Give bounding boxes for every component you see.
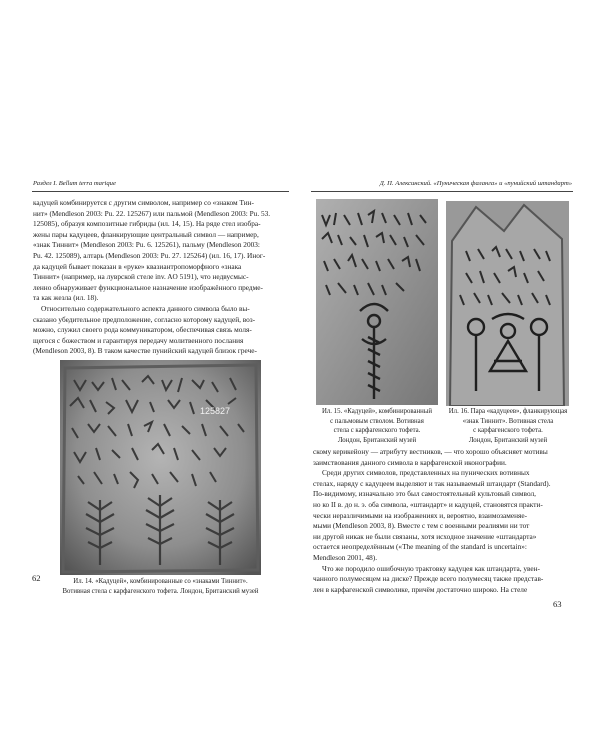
figure-16-stela-photo xyxy=(446,201,569,406)
body-line: кадуцей комбинируется с другим символом, например со «знаком Тин- xyxy=(33,198,254,207)
body-line: та как жезла (ил. 18). xyxy=(33,293,99,303)
figure-14-caption-line: Ил. 14. «Кадуцей», комбинированные со «знаками Тиннит». xyxy=(73,578,248,585)
body-line: Относительно содержательного аспекта данного символа было вы- xyxy=(41,304,250,313)
running-head-left: Раздел I. Bellum terra marique xyxy=(33,180,116,187)
header-rule-right xyxy=(311,191,573,192)
body-line: можно, служил своего рода коммуникатором, обеспечивая связь моля- xyxy=(33,325,252,335)
running-head-right: Д. П. Алексинский. «Пуническая фаланга» и «пунийский штандарт» xyxy=(379,180,572,187)
body-line: ленно обнаруживает функциональное назначение изображённого предме- xyxy=(33,282,263,292)
museum-number-label: 125827 xyxy=(200,406,231,416)
body-line: жены пары кадуцеев, фланкирующие центральный символ — например, xyxy=(33,229,259,239)
page-number-right: 63 xyxy=(553,599,562,609)
body-line: сказано убедительное предположение, согласно которому кадуцей, воз- xyxy=(33,314,256,324)
figure-16-caption-line: с карфагенского тофета. xyxy=(473,427,543,435)
body-line: скому керикейону — атрибуту вестников, — что хорошо объясняет мотивы xyxy=(313,447,548,456)
body-line: заимствования данного символа в карфагенской иконографии. xyxy=(313,457,507,467)
body-line: Pu. 42. 125089), алтарь (Mendleson 2003: Pu. 27. 125264) (ил. 16, 17). Иног- xyxy=(33,251,266,260)
figure-15-caption-line: Ил. 15. «Кадуцей», комбинированный xyxy=(321,408,432,415)
body-line: Среди других символов, представленных на пунических вотивных xyxy=(322,468,530,478)
body-line: мыми (Mendleson 2003, 8). Вместе с тем с военными реалиями ни тот xyxy=(313,521,530,531)
body-line: (Mendleson 2003, 8). В таком качестве пунийский кадуцей близок грече- xyxy=(33,346,257,356)
body-line: чанного полумесяцем на диске? Прежде всего полумесяц также представ- xyxy=(313,574,544,584)
figure-15-stela-photo xyxy=(316,199,438,405)
body-line: Что же породило ошибочную трактовку кадуцея как штандарта, увен- xyxy=(322,563,540,573)
figure-16-caption-line: Лондон, Британский музей xyxy=(468,436,548,444)
body-line: да кадуцей бывает показан в «руке» квазиантропоморфного «знака xyxy=(33,261,242,271)
body-line: «знак Тиннит» (Mendleson 2003: Pu. 6. 125261), пальму (Mendleson 2003: xyxy=(33,240,260,250)
body-line: но ко II в. до н. э. оба символа, «штандарт» и кадуцей, становятся практи- xyxy=(313,500,543,509)
figure-16-caption-line: Ил. 16. Пара «кадуцеев», фланкирующая xyxy=(448,408,568,415)
figure-15-caption-line: с пальмовым стволом. Вотивная xyxy=(330,417,424,425)
body-line: ни другой никак не были связаны, хотя исходное значение «штандарта» xyxy=(313,531,537,541)
body-line: нит» (Mendleson 2003: Pu. 22. 125267) или пальмой (Mendleson 2003: Pu. 53. xyxy=(33,208,271,218)
body-line: лен в карфагенской символике, причём достаточно широко. На стеле xyxy=(313,584,528,594)
figure-15-caption-line: стела с карфагенского тофета. xyxy=(333,427,421,435)
body-line: Mendleson 2001, 48). xyxy=(313,553,378,562)
figure-15-caption-line: Лондон, Британский музей xyxy=(337,436,417,444)
page-number-left: 62 xyxy=(32,573,41,583)
figure-14-stela-photo xyxy=(60,360,261,575)
body-line: По-видимому, изначально это был самостоятельный культовый символ, xyxy=(313,489,536,499)
figure-16-caption-line: «знак Тиннит». Вотивная стела xyxy=(462,417,554,425)
body-line: стелах, наряду с кадуцеем выделяют и так называемый штандарт (Standard). xyxy=(313,478,551,488)
body-line: щегося с божеством и гарантируя передачу молитвенного послания xyxy=(33,335,244,345)
body-line: 125085), образуя композитные гибриды (ил. 14, 15). На ряде стел изобра- xyxy=(33,219,261,229)
header-rule-left xyxy=(32,191,289,192)
body-line: остается неопределённым («The meaning of the standard is uncertain»: xyxy=(313,542,527,552)
body-line: Тиннит» (например, на луврской стеле inv. AO 5191), что недвусмыс- xyxy=(33,272,249,282)
body-line: чески неразличимыми на изображениях и, вероятно, взаимозаменяе- xyxy=(313,510,528,520)
figure-14-caption-line: Вотивная стела с карфагенского тофета. Лондон, Британский музей xyxy=(62,588,259,595)
